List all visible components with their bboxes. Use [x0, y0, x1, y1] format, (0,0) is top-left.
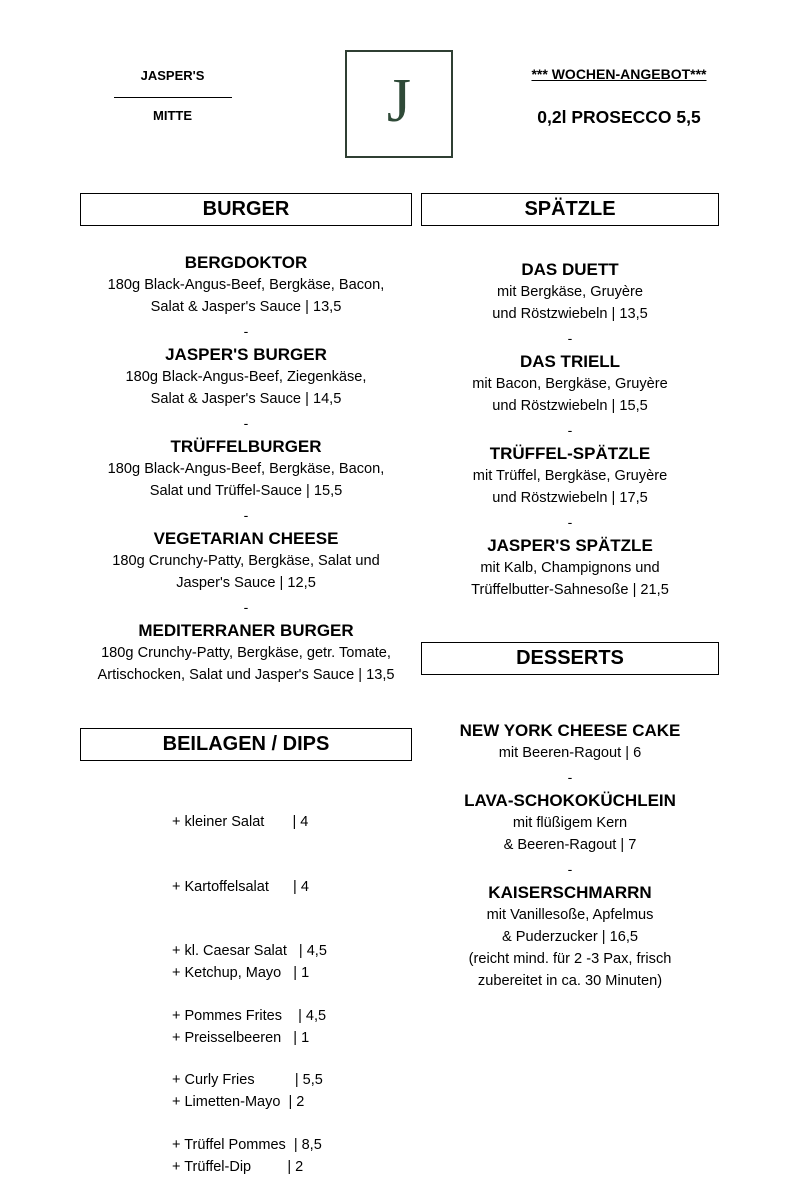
item-name: JASPER'S BURGER: [165, 345, 327, 364]
menu-item: [421, 720, 719, 764]
item-name: BERGDOKTOR: [184, 253, 308, 272]
item-description: mit Kalb, Champignons und: [480, 560, 660, 576]
weekly-offer-item: 0,2l PROSECCO 5,5: [537, 107, 701, 127]
burger-list: [60, 252, 432, 686]
menu-item: [421, 259, 719, 325]
menu-item: [60, 344, 432, 410]
menu-item: [60, 528, 432, 594]
separator: -: [567, 422, 573, 438]
brand-divider: [114, 97, 232, 98]
menu-item: [421, 535, 719, 601]
item-description: mit flüßigem Kern: [512, 815, 628, 831]
desserts-heading: DESSERTS: [421, 642, 719, 675]
menu-item: [421, 443, 719, 509]
menu-item: [60, 252, 432, 318]
item-description: 180g Crunchy-Patty, Bergkäse, Salat und: [112, 553, 380, 569]
item-name: NEW YORK CHEESE CAKE: [459, 721, 681, 740]
separator: -: [243, 507, 249, 523]
item-description: und Röstzwiebeln | 17,5: [492, 490, 648, 506]
separator: -: [567, 330, 573, 346]
separator: -: [243, 599, 249, 615]
item-description: 180g Black-Angus-Beef, Bergkäse, Bacon,: [107, 461, 385, 477]
menu-item: [60, 436, 432, 502]
list-item: + Trüffel-Dip | 2: [172, 1158, 304, 1175]
list-item: + Trüffel Pommes | 8,5: [172, 1136, 322, 1153]
menu-item: [421, 790, 719, 856]
spaetzle-heading: SPÄTZLE: [421, 193, 719, 226]
list-item: + Pommes Frites | 4,5: [172, 1007, 327, 1024]
item-name: KAISERSCHMARRN: [488, 883, 652, 902]
list-item: + Preisselbeeren | 1: [172, 1029, 310, 1046]
item-description: und Röstzwiebeln | 13,5: [492, 306, 648, 322]
list-item: + Curly Fries | 5,5: [172, 1072, 323, 1088]
logo-letter: J: [386, 67, 412, 135]
logo: [345, 50, 453, 158]
item-description: Trüffelbutter-Sahnesoße | 21,5: [471, 582, 669, 598]
item-description: Jasper's Sauce | 12,5: [176, 575, 316, 591]
brand-location: MITTE: [153, 108, 192, 123]
item-name: DAS TRIELL: [519, 352, 621, 371]
item-name: TRÜFFELBURGER: [170, 437, 322, 456]
menu-item: [60, 620, 432, 686]
item-name: LAVA-SCHOKOKÜCHLEIN: [464, 791, 676, 810]
spaetzle-list: [421, 259, 719, 601]
brand-name: JASPER'S: [140, 68, 205, 83]
item-name: TRÜFFEL-SPÄTZLE: [489, 444, 651, 463]
beilagen-heading: BEILAGEN / DIPS: [80, 728, 412, 761]
item-description: (reicht mind. für 2 -3 Pax, frisch: [468, 951, 672, 967]
item-description: und Röstzwiebeln | 15,5: [492, 398, 648, 414]
separator: -: [243, 323, 249, 339]
item-description: Salat & Jasper's Sauce | 14,5: [150, 391, 342, 407]
list-item: + Kartoffelsalat | 4: [172, 878, 309, 895]
item-description: mit Beeren-Ragout | 6: [498, 745, 642, 761]
list-item: + kl. Caesar Salat | 4,5: [172, 943, 327, 959]
dips-list: [172, 920, 412, 1200]
item-name: DAS DUETT: [521, 260, 619, 279]
separator: -: [567, 769, 573, 785]
list-item: + kleiner Salat | 4: [172, 814, 309, 830]
item-description: mit Vanillesoße, Apfelmus: [486, 907, 654, 923]
burger-heading: BURGER: [80, 193, 412, 226]
desserts-list: [421, 720, 719, 992]
item-name: MEDITERRANER BURGER: [138, 621, 354, 640]
item-description: Salat und Trüffel-Sauce | 15,5: [149, 483, 343, 499]
item-description: Artischocken, Salat und Jasper's Sauce | 13,5: [97, 667, 395, 683]
weekly-offer-title: *** WOCHEN-ANGEBOT***: [531, 66, 707, 82]
separator: -: [243, 415, 249, 431]
item-description: zubereitet in ca. 30 Minuten): [477, 973, 663, 989]
item-description: mit Bergkäse, Gruyère: [497, 284, 643, 300]
item-description: & Puderzucker | 16,5: [501, 929, 639, 945]
list-item: + Limetten-Mayo | 2: [172, 1094, 305, 1110]
menu-item: [421, 351, 719, 417]
item-description: mit Bacon, Bergkäse, Gruyère: [472, 376, 668, 392]
item-description: 180g Crunchy-Patty, Bergkäse, getr. Tomate,: [101, 645, 391, 661]
item-name: VEGETARIAN CHEESE: [153, 529, 339, 548]
item-name: JASPER'S SPÄTZLE: [487, 536, 653, 555]
separator: -: [567, 861, 573, 877]
item-description: & Beeren-Ragout | 7: [503, 837, 637, 853]
list-item: + Ketchup, Mayo | 1: [172, 965, 310, 981]
item-description: 180g Black-Angus-Beef, Ziegenkäse,: [125, 369, 367, 385]
separator: -: [567, 514, 573, 530]
item-description: 180g Black-Angus-Beef, Bergkäse, Bacon,: [107, 277, 385, 293]
menu-item: [421, 882, 719, 992]
item-description: Salat & Jasper's Sauce | 13,5: [150, 299, 342, 315]
item-description: mit Trüffel, Bergkäse, Gruyère: [472, 468, 668, 484]
